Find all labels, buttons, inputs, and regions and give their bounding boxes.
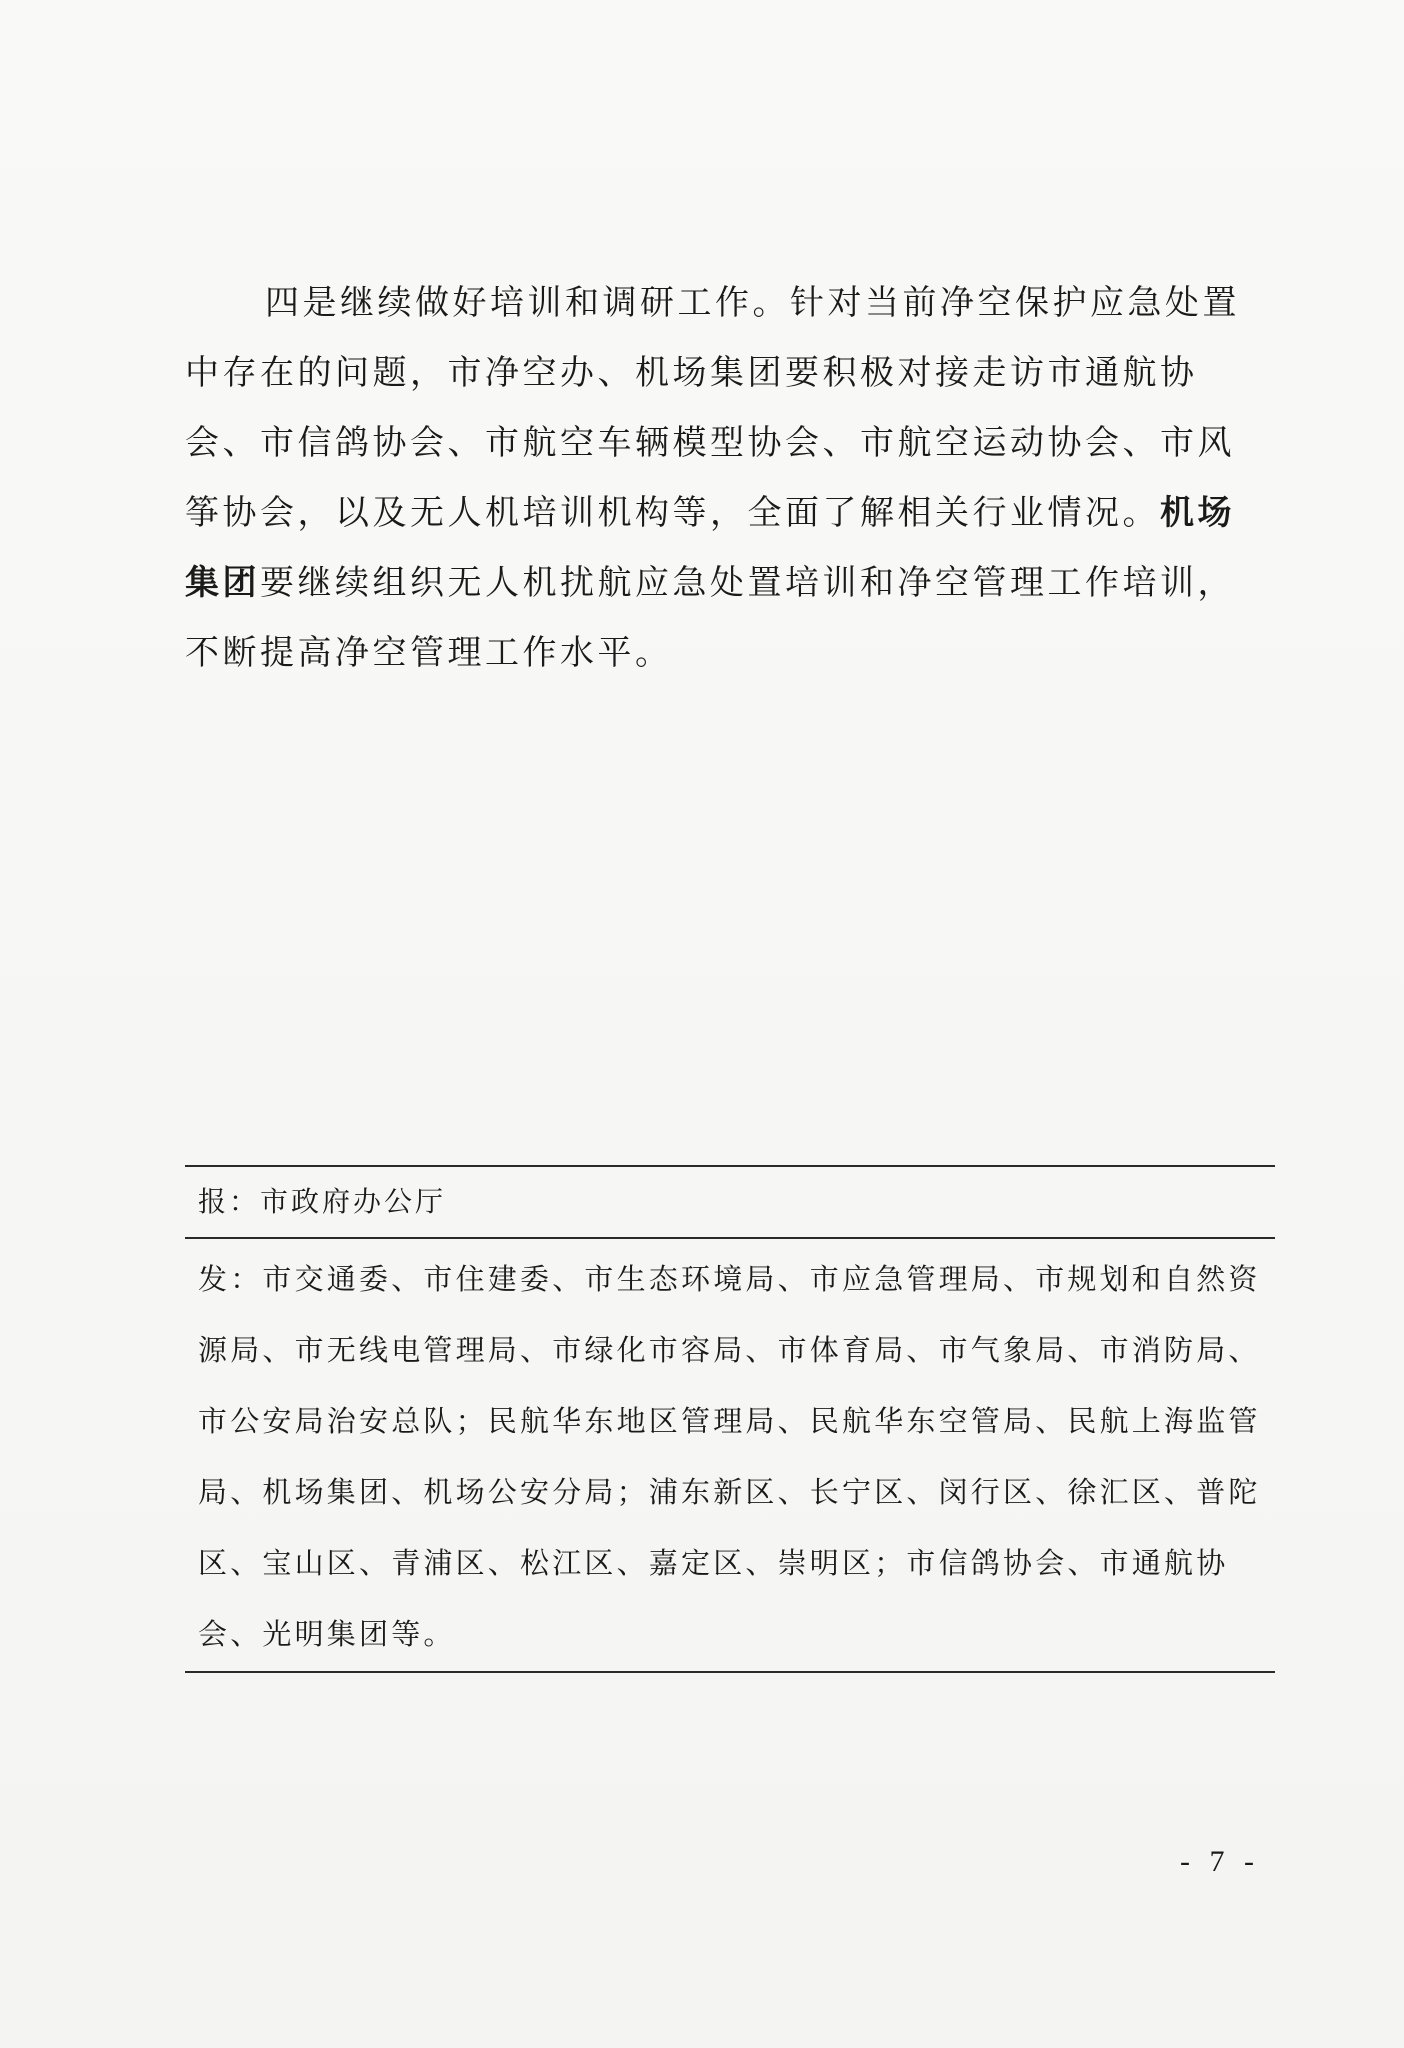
body-text-part1: 四是继续做好培训和调研工作。针对当前净空保护应急处置中存在的问题，市净空办、机场集团要积极对接走访市通航协会、市信鸽协会、市航空车辆模型协会、市航空运动协会、市风筝协会，以及无人机培训机构等，全面了解相关行业情况。	[185, 283, 1240, 533]
report-label: 报：	[198, 1185, 261, 1218]
body-paragraph	[185, 268, 1255, 688]
distribution-block	[198, 1244, 1264, 1670]
body-text-part2: 要继续组织无人机扰航应急处置培训和净空管理工作培训，不断提高净空管理工作水平。	[185, 563, 1235, 673]
report-recipient: 市政府办公厅	[260, 1185, 447, 1218]
page-number: - 7 -	[1180, 1845, 1260, 1878]
bottom-divider	[185, 1671, 1275, 1673]
body-text-bold: 机场集团	[185, 493, 1235, 603]
distribution-recipients: 市交通委、市住建委、市生态环境局、市应急管理局、市规划和自然资源局、市无线电管理局、市绿化市容局、市体育局、市气象局、市消防局、市公安局治安总队；民航华东地区管理局、民航华东空管局、民航上海监管局、机场集团、机场公安分局；浦东新区、长宁区、闵行区、徐汇区、普陀区、宝山区、青浦区、松江区、嘉定区、崇明区；市信鸽协会、市通航协会、光明集团等。	[198, 1262, 1261, 1651]
top-divider	[185, 1165, 1275, 1167]
report-line	[198, 1176, 446, 1228]
distribution-label: 发：	[198, 1262, 263, 1296]
middle-divider	[185, 1237, 1275, 1239]
